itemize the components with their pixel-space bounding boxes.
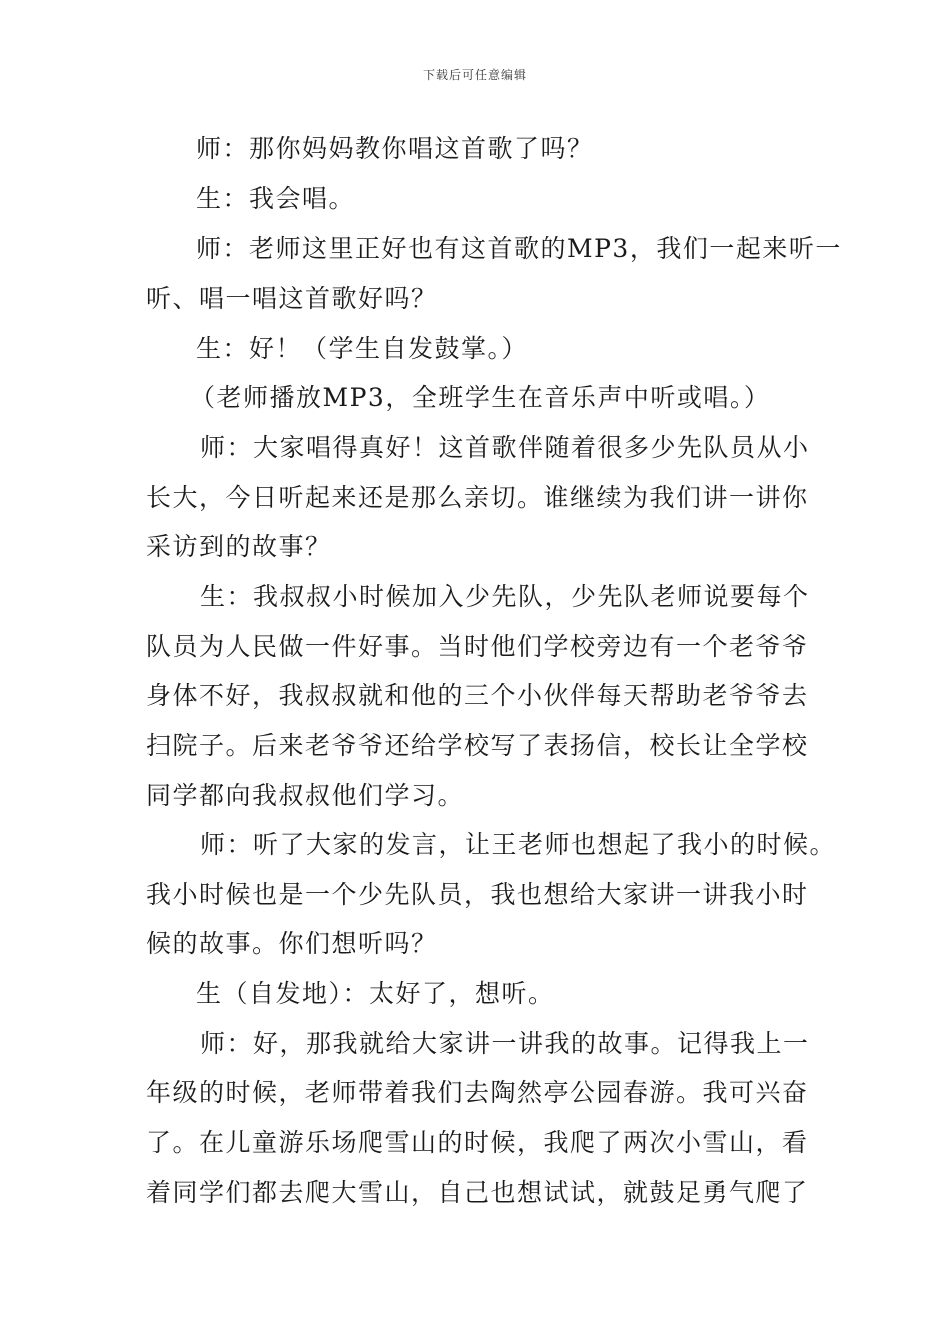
paragraph-line: 生（自发地）：太好了，想听。 [196, 979, 555, 1008]
paragraph-line: 师：老师这里正好也有这首歌的MP3，我们一起来听一 [196, 234, 842, 263]
paragraph-line: 生：我叔叔小时候加入少先队，少先队老师说要每个 [200, 582, 810, 611]
paragraph-line: 了。在儿童游乐场爬雪山的时候，我爬了两次小雪山，看 [146, 1128, 809, 1157]
paragraph-line: 我小时候也是一个少先队员，我也想给大家讲一讲我小时 [146, 880, 809, 909]
page-header: 下载后可任意编辑 [422, 68, 527, 82]
paragraph-line: 年级的时候，老师带着我们去陶然亭公园春游。我可兴奋 [146, 1078, 809, 1107]
paragraph-line: 队员为人民做一件好事。当时他们学校旁边有一个老爷爷 [146, 632, 809, 661]
paragraph-line: 同学都向我叔叔他们学习。 [146, 781, 465, 810]
paragraph-line: （老师播放MP3，全班学生在音乐声中听或唱。） [190, 383, 771, 412]
paragraph-line: 着同学们都去爬大雪山，自己也想试试，就鼓足勇气爬了 [146, 1178, 809, 1207]
paragraph-line: 师：那你妈妈教你唱这首歌了吗？ [196, 134, 594, 163]
paragraph-line: 长大，今日听起来还是那么亲切。谁继续为我们讲一讲你 [146, 483, 809, 512]
paragraph-line: 听、唱一唱这首歌好吗？ [146, 284, 438, 313]
paragraph-line: 候的故事。你们想听吗？ [146, 929, 438, 958]
paragraph-line: 扫院子。后来老爷爷还给学校写了表扬信，校长让全学校 [146, 731, 809, 760]
paragraph-line: 生：我会唱。 [196, 184, 356, 213]
paragraph-line: 生：好！（学生自发鼓掌。） [196, 334, 529, 363]
paragraph-line: 师：好，那我就给大家讲一讲我的故事。记得我上一 [200, 1029, 810, 1058]
paragraph-line: 师：大家唱得真好！这首歌伴随着很多少先队员从小 [200, 433, 810, 462]
paragraph-line: 采访到的故事？ [146, 532, 332, 561]
paragraph-line: 师：听了大家的发言，让王老师也想起了我小的时候。 [200, 830, 837, 859]
paragraph-line: 身体不好，我叔叔就和他的三个小伙伴每天帮助老爷爷去 [146, 681, 809, 710]
